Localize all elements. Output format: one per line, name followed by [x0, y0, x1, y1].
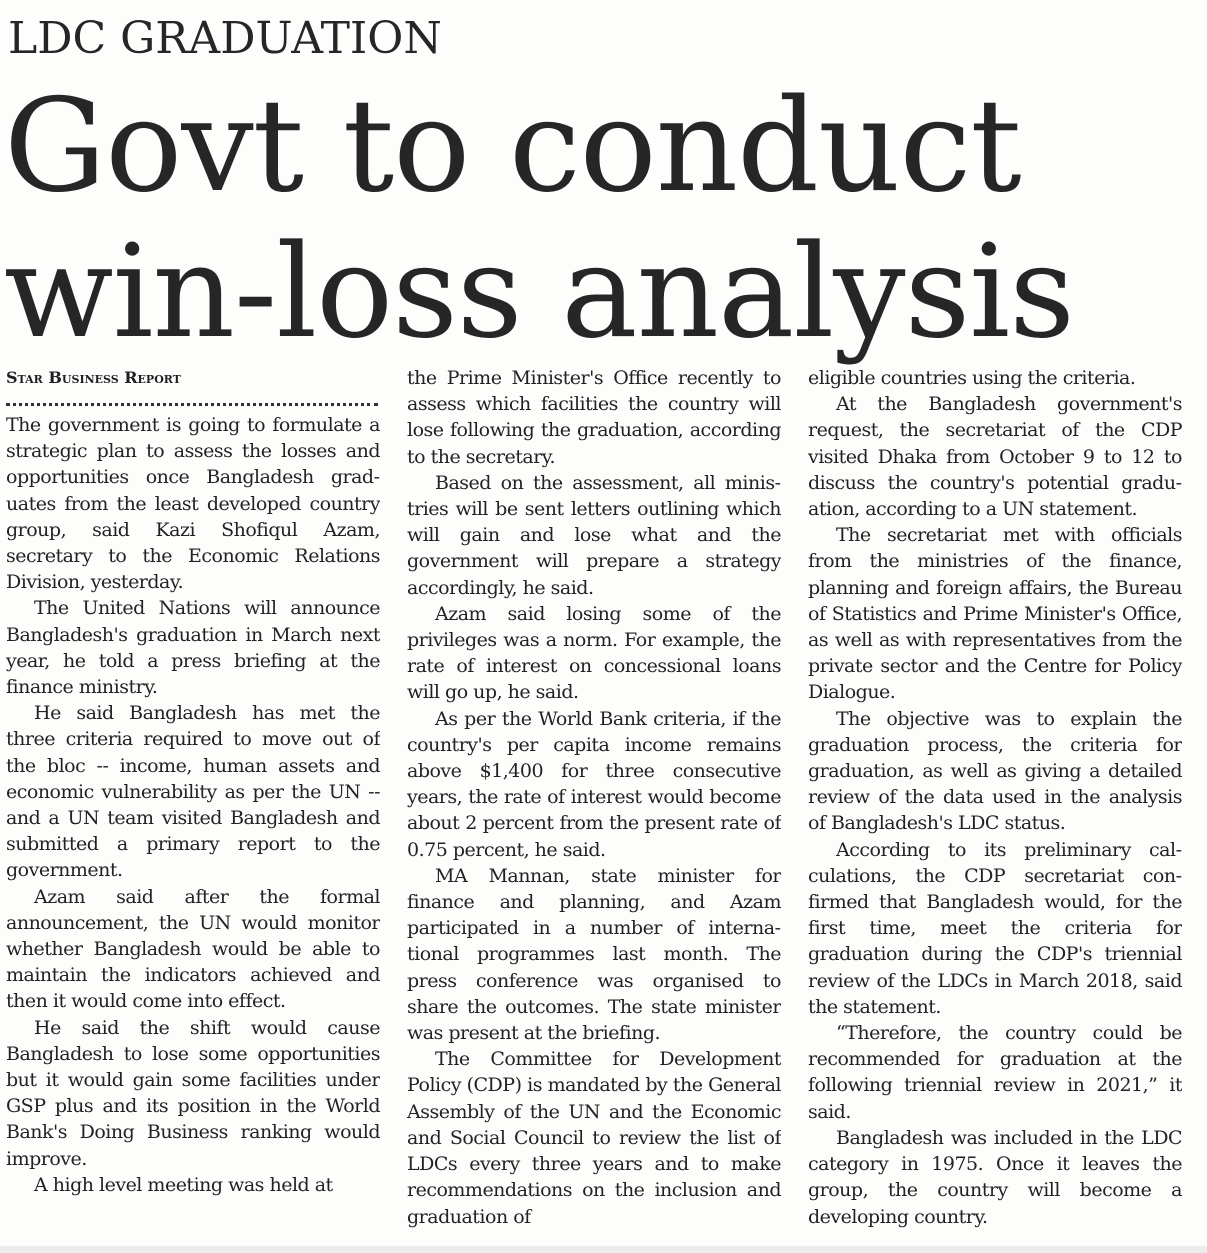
article-headline [4, 74, 1074, 366]
byline-divider [6, 403, 378, 406]
paragraph: Based on the assessment, all ministries will be sent letters outlining which will gain and lose what and the government will prepare a strategy accordingly, he said. [407, 471, 781, 599]
paragraph: He said the shift would cause Bangladesh to lose some opportunities but it would gain some facilities under GSP plus and its position in the World Bank's Doing Business ranking would improve. [6, 1016, 380, 1170]
paragraph: The government is going to formulate a strategic plan to assess the losses and opportunities once Bangladesh graduates from the least developed country group, said Kazi Shofiqul Azam, secretary to the Economic Relations Division, yesterday. [6, 414, 380, 594]
paragraph: A high level meeting was held at [34, 1173, 333, 1196]
paragraph: According to its preliminary calculations, the CDP secretariat confirmed that Bangladesh would, for the first time, meet the criteria for graduation during the CDP's triennial review of the LDCs in March 2018, said the statement. [808, 838, 1182, 1018]
headline-line-1: Govt to conduct [4, 72, 1021, 221]
column-1 [6, 365, 380, 1237]
paragraph: He said Bangladesh has met the three criteria required to move out of the bloc -- income, human assets and economic vulnerability as per the UN -- and a UN team visited Bangladesh and submitted a primary report to the government. [6, 702, 380, 882]
paragraph: “Therefore, the country could be recommended for graduation at the following triennial review in 2021,” it said. [808, 1022, 1182, 1123]
section-kicker: LDC GRADUATION [8, 13, 442, 64]
paragraph: eligible countries using the criteria. [808, 367, 1136, 389]
paragraph: The Committee for Development Policy (CDP) is mandated by the General Assembly of the UN and the Economic and Social Council to review the list of LDCs every three years and to make recommendations on the inclusion and graduation of [407, 1048, 781, 1228]
paragraph: As per the World Bank criteria, if the country's per capita income remains above $1,400 for three consecutive years, the rate of interest would become about 2 percent from the present rate of 0.75 percent, he said. [407, 707, 781, 861]
paragraph: Azam said losing some of the privileges was a norm. For example, the rate of interest on concessional loans will go up, he said. [407, 602, 781, 704]
paragraph: MA Mannan, state minister for finance and planning, and Azam participated in a number of international programmes last month. The press conference was organised to share the outcomes. The state minister was present at the briefing. [407, 864, 781, 1045]
column-3 [808, 365, 1182, 1237]
column-2 [407, 365, 781, 1237]
paragraph: At the Bangladesh government's request, the secretariat of the CDP visited Dhaka from October 9 to 12 to discuss the country's potential graduation, according to a UN statement. [808, 393, 1182, 521]
headline-line-2: win-loss analysis [4, 218, 1074, 367]
paragraph: Bangladesh was included in the LDC category in 1975. Once it leaves the group, the country will become a developing country. [808, 1126, 1182, 1228]
article-body [6, 365, 1182, 1237]
paragraph: The secretariat met with officials from the ministries of the finance, planning and foreign affairs, the Bureau of Statistics and Prime Minister's Office, as well as with representatives from the private sector and the Centre for Policy Dialogue. [808, 524, 1182, 704]
paragraph: Azam said after the formal announcement, the UN would monitor whether Bangladesh would be able to maintain the indicators achieved and then it would come into effect. [6, 885, 380, 1013]
paragraph: the Prime Minister's Office recently to assess which facilities the country will lose following the graduation, according to the secretary. [407, 367, 781, 468]
byline: Star Business Report [6, 368, 181, 387]
paragraph: The United Nations will announce Bangladesh's graduation in March next year, he told a press briefing at the finance ministry. [6, 597, 380, 699]
paragraph: The objective was to explain the graduation process, the criteria for graduation, as well as giving a detailed review of the data used in the analysis of Bangladesh's LDC status. [808, 707, 1182, 835]
page-bottom-edge [0, 1246, 1207, 1253]
